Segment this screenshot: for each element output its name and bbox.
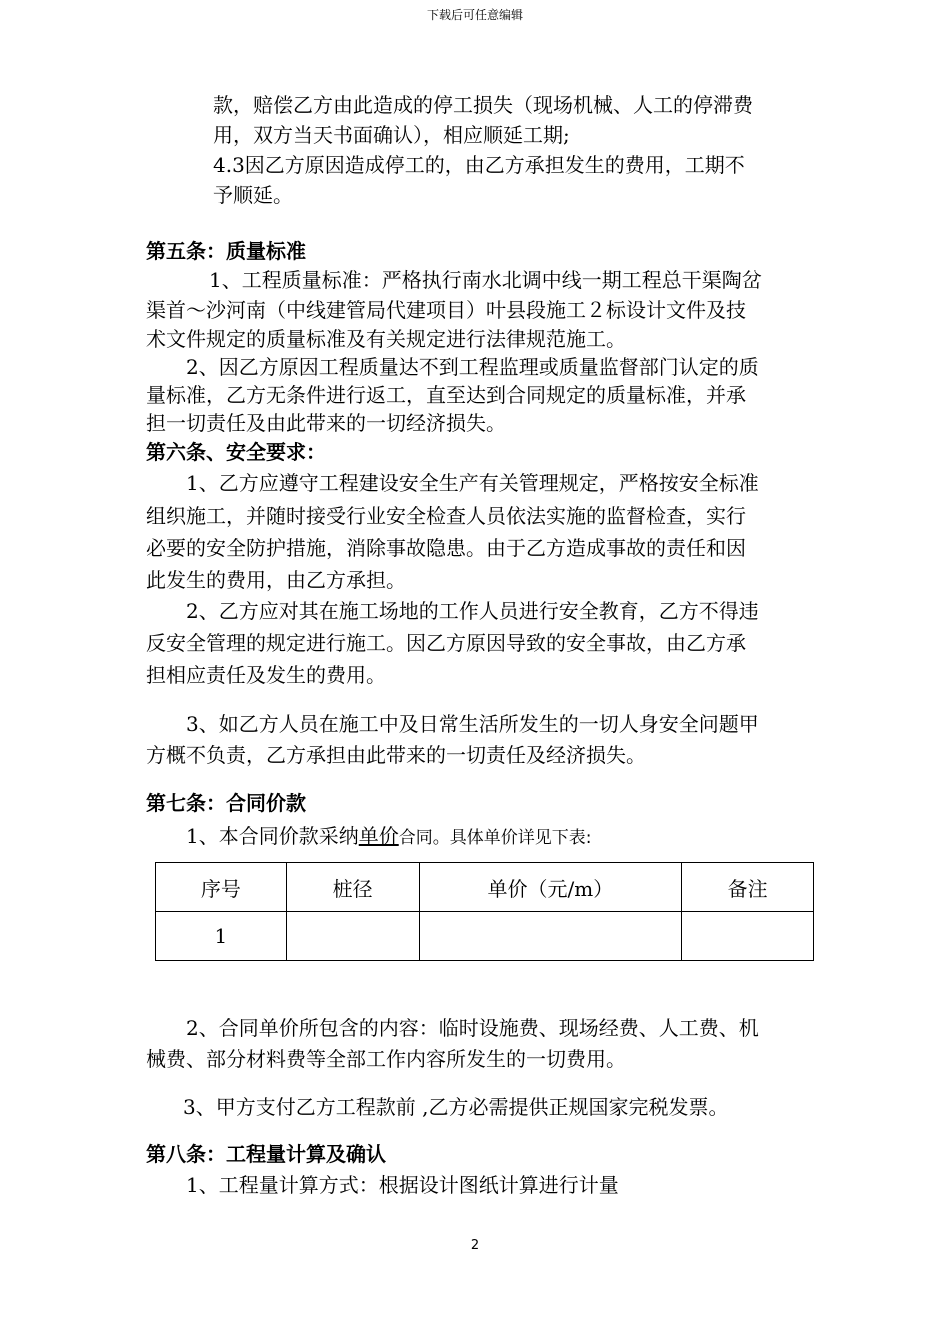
text-line: 1、工程量计算方式：根据设计图纸计算进行计量 (186, 1173, 619, 1197)
table-cell: 1 (156, 912, 287, 961)
underlined-term: 单价 (358, 824, 399, 848)
section-heading: 第五条：质量标准 (146, 239, 306, 263)
text-line: 3、甲方支付乙方工程款前 ,乙方必需提供正规国家完税发票。 (183, 1095, 729, 1119)
table-row (156, 912, 814, 961)
text-line: 械费、部分材料费等全部工作内容所发生的一切费用。 (146, 1047, 626, 1071)
text-line: 组织施工，并随时接受行业安全检查人员依法实施的监督检查，实行 (146, 504, 746, 528)
table-cell (286, 912, 419, 961)
header-note: 下载后可任意编辑 (426, 8, 523, 22)
table-cell (419, 912, 682, 961)
text-line: 术文件规定的质量标准及有关规定进行法律规范施工。 (146, 327, 626, 351)
text-line: 予顺延。 (213, 183, 293, 207)
text-line: 反安全管理的规定进行施工。因乙方原因导致的安全事故，由乙方承 (146, 631, 746, 655)
section-heading: 第八条：工程量计算及确认 (146, 1142, 386, 1166)
text-line: 1、乙方应遵守工程建设安全生产有关管理规定，严格按安全标准 (186, 471, 759, 495)
text-line (186, 821, 591, 853)
text-line: 量标准，乙方无条件进行返工，直至达到合同规定的质量标准，并承 (146, 383, 746, 407)
table-header-row (156, 863, 814, 912)
text-line: 2、合同单价所包含的内容：临时设施费、现场经费、人工费、机 (186, 1016, 759, 1040)
text-line: 担一切责任及由此带来的一切经济损失。 (146, 411, 506, 435)
text-line: 渠首～沙河南（中线建管局代建项目）叶县段施工２标设计文件及技 (146, 298, 746, 322)
section-heading: 第六条、安全要求： (146, 440, 326, 464)
text-line: 2、因乙方原因工程质量达不到工程监理或质量监督部门认定的质 (186, 355, 759, 379)
table-header-cell: 备注 (682, 863, 814, 912)
text-line: 款，赔偿乙方由此造成的停工损失（现场机械、人工的停滞费 (213, 93, 753, 117)
table-header-cell: 序号 (156, 863, 287, 912)
section-heading: 第七条：合同价款 (146, 791, 306, 815)
text-line: 担相应责任及发生的费用。 (146, 663, 386, 687)
text-line: 此发生的费用，由乙方承担。 (146, 568, 406, 592)
text-run: 1、本合同价款采纳 (186, 824, 359, 848)
page-number: 2 (470, 1238, 480, 1253)
text-line: 方概不负责，乙方承担由此带来的一切责任及经济损失。 (146, 743, 646, 767)
text-line: 2、乙方应对其在施工场地的工作人员进行安全教育，乙方不得违 (186, 599, 759, 623)
table-header-cell: 单价（元/m） (419, 863, 682, 912)
text-run: 合同。具体单价详见下表: (398, 828, 592, 848)
table-cell (682, 912, 814, 961)
text-line: 3、如乙方人员在施工中及日常生活所发生的一切人身安全问题甲 (186, 712, 759, 736)
text-line: 1、工程质量标准：严格执行南水北调中线一期工程总干渠陶岔 (209, 268, 762, 292)
table-header-cell: 桩径 (286, 863, 419, 912)
price-table (155, 862, 814, 961)
text-line: 4.3因乙方原因造成停工的，由乙方承担发生的费用，工期不 (213, 153, 745, 177)
text-line: 用，双方当天书面确认），相应顺延工期; (213, 123, 570, 147)
text-line: 必要的安全防护措施，消除事故隐患。由于乙方造成事故的责任和因 (146, 536, 746, 560)
